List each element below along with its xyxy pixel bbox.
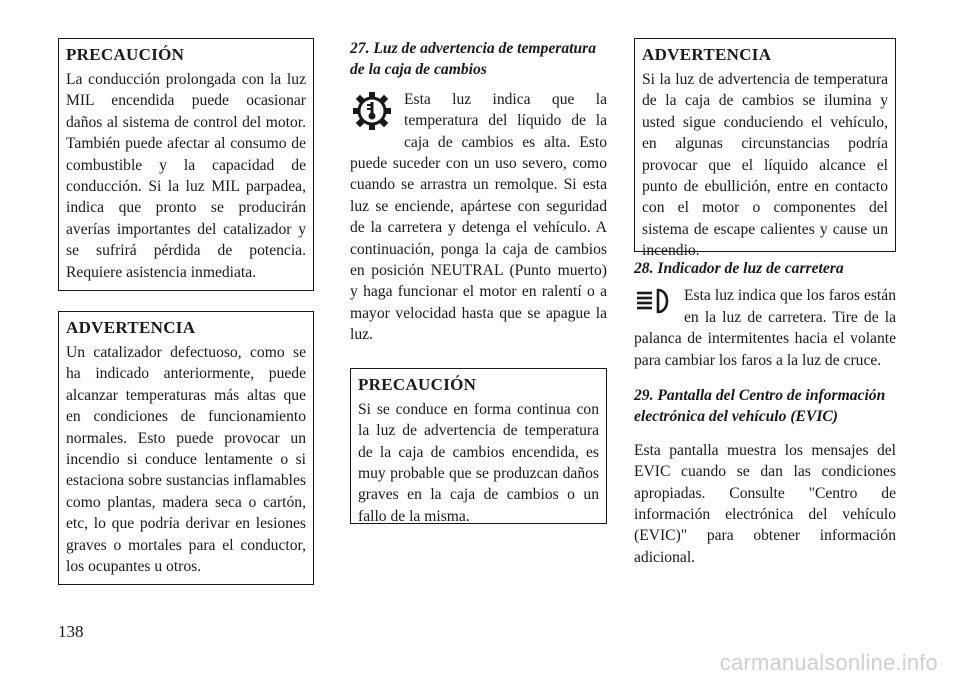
section-27-content xyxy=(350,89,607,346)
page-number: 138 xyxy=(58,622,84,641)
precaution-body: Si se conduce en forma continua con la luz de advertencia de temperatura de la caja de cambios encendida, es muy probable que se produzcan daños graves en la caja de cambios o un fallo de la misma. xyxy=(358,400,599,525)
column-middle xyxy=(350,38,607,524)
warning-body: Un catalizador defectuoso, como se ha indicado anteriormente, puede alcanzar temperaturas más altas que en condiciones de funcionamiento normales. Esto puede provocar un incendio si conduce lentamente o si estaciona sobre sustancias inflamables como plantas, madera seca o cartón, etc, lo que podría derivar en lesiones graves o mortales para el conductor, los ocupantes u otros. xyxy=(66,344,306,576)
precaution-box-mil xyxy=(58,38,314,291)
warning-title: ADVERTENCIA xyxy=(66,318,196,337)
section-27-heading: 27. Luz de advertencia de temperatura de la caja de cambios xyxy=(350,40,597,79)
section-28-content xyxy=(634,285,896,371)
section-29-body: Esta pantalla muestra los mensajes del EVIC cuando se dan las condiciones apropiadas. Consulte "Centro de información electrónica del vehículo (EVIC)" para obtener información adicional. xyxy=(634,441,896,566)
precaution-box-transmission xyxy=(350,368,607,524)
warning-box-transmission xyxy=(634,38,896,260)
precaution-title: PRECAUCIÓN xyxy=(66,45,185,64)
high-beam-icon xyxy=(634,287,674,320)
column-right xyxy=(634,38,896,568)
watermark: carmanualsonline.info xyxy=(719,650,938,675)
warning-body: Si la luz de advertencia de temperatura de la caja de cambios se ilumina y usted sigue conduciendo el vehículo, en algunas circunstancias podría provocar que el líquido alcance el punto de ebullición, entre en contacto con el motor o componentes del sistema de escape calientes y cause un incendio. xyxy=(642,71,888,260)
column-left xyxy=(58,38,314,585)
section-28-heading: 28. Indicador de luz de carretera xyxy=(634,260,844,277)
warning-title: ADVERTENCIA xyxy=(642,45,772,64)
section-29-heading: 29. Pantalla del Centro de información electrónica del vehículo (EVIC) xyxy=(634,387,886,426)
section-27-body: Esta luz indica que la temperatura del líquido de la caja de cambios es alta. Esto puede suceder con un uso severo, como cuando se arrastra un remolque. Si esta luz se enciende, apártese con seguridad de la carretera y detenga el vehículo. A continuación, ponga la caja de cambios en posición NEUTRAL (Punto muerto) y haga funcionar el motor en ralentí o a mayor velocidad hasta que se apague la luz. xyxy=(350,90,607,344)
warning-box-catalyst xyxy=(58,311,314,585)
precaution-body: La conducción prolongada con la luz MIL encendida puede ocasionar daños al sistema de control del motor. También puede afectar al consumo de combustible y la capacidad de conducción. Si la luz MIL parpadea, indica que pronto se producirán averías importantes del catalizador y se sufrirá pérdida de potencia. Requiere asistencia inmediata. xyxy=(66,71,306,281)
precaution-title: PRECAUCIÓN xyxy=(358,374,477,394)
transmission-temperature-icon xyxy=(350,89,394,138)
section-28-body: Esta luz indica que los faros están en la luz de carretera. Tire de la palanca de intermitentes hacia el volante para cambiar los faros a la luz de cruce. xyxy=(634,287,896,369)
